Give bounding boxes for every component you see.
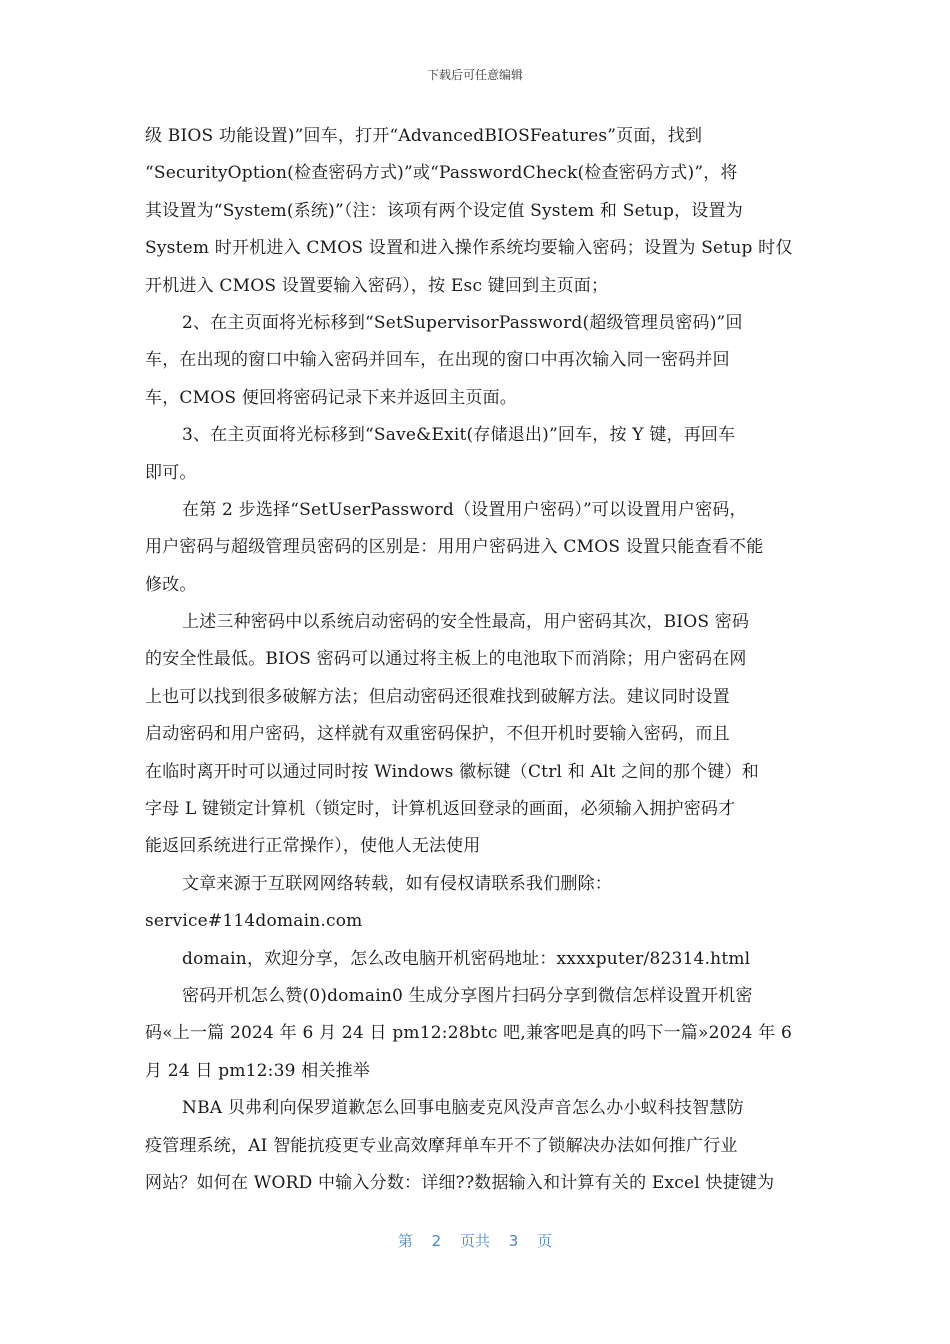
text-line: service#114domain.com [145, 911, 363, 932]
current-page-number: 2 [431, 1232, 442, 1250]
text-line: 其设置为“System(系统)”（注：该项有两个设定值 System 和 Setup，设置为 [145, 200, 743, 221]
text-line: 在第 2 步选择“SetUserPassword（设置用户密码）”可以设置用户密码， [182, 499, 747, 520]
text-line: 网站？如何在 WORD 中输入分数：详细??数据输入和计算有关的 Excel 快捷键为 [145, 1172, 775, 1193]
text-line: 车，在出现的窗口中输入密码并回车，在出现的窗口中再次输入同一密码并回 [145, 350, 730, 371]
text-line: 密码开机怎么赞(0)domain0 生成分享图片扫码分享到微信怎样设置开机密 [182, 985, 753, 1006]
text-line: 在临时离开时可以通过同时按 Windows 徽标键（Ctrl 和 Alt 之间的那个键）和 [145, 761, 759, 782]
page-header: 下载后可任意编辑 [426, 68, 523, 82]
text-line: 级 BIOS 功能设置)”回车，打开“AdvancedBIOSFeatures”页面，找到 [145, 126, 703, 146]
text-line: 车，CMOS 便回将密码记录下来并返回主页面。 [145, 387, 517, 408]
text-line: 3、在主页面将光标移到“Save&Exit(存储退出)”回车，按 Y 键，再回车 [182, 425, 736, 446]
text-line: 即可。 [145, 462, 197, 483]
text-line: 的安全性最低。BIOS 密码可以通过将主板上的电池取下而消除；用户密码在网 [145, 649, 747, 670]
total-page-number: 3 [508, 1232, 519, 1250]
text-line: 上也可以找到很多破解方法；但启动密码还很难找到破解方法。建议同时设置 [145, 686, 730, 707]
footer-prefix: 第 [397, 1232, 413, 1250]
text-line: 上述三种密码中以系统启动密码的安全性最高，用户密码其次，BIOS 密码 [182, 612, 750, 633]
text-line: System 时开机进入 CMOS 设置和进入操作系统均要输入密码；设置为 Setup 时仅 [145, 238, 793, 259]
text-line: 月 24 日 pm12:39 相关推举 [145, 1060, 371, 1081]
footer-suffix: 页 [537, 1232, 553, 1250]
text-line: 用户密码与超级管理员密码的区别是：用用户密码进入 CMOS 设置只能查看不能 [145, 537, 764, 558]
text-line: domain，欢迎分享，怎么改电脑开机密码地址：xxxxputer/82314.html [182, 948, 751, 969]
text-line: NBA 贝弗利向保罗道歉怎么回事电脑麦克风没声音怎么办小蚁科技智慧防 [182, 1098, 744, 1119]
text-line: 启动密码和用户密码，这样就有双重密码保护，不但开机时要输入密码，而且 [145, 724, 730, 745]
text-line: 字母 L 键锁定计算机（锁定时，计算机返回登录的画面，必须输入拥护密码才 [145, 799, 736, 820]
text-line: 2、在主页面将光标移到“SetSupervisorPassword(超级管理员密码)”回 [182, 312, 743, 333]
text-line: 开机进入 CMOS 设置要输入密码），按 Esc 键回到主页面； [145, 275, 609, 296]
footer-middle: 页共 [459, 1232, 490, 1250]
text-line: 修改。 [145, 574, 197, 595]
page-footer [0, 1230, 950, 1251]
text-line: “SecurityOption(检查密码方式)”或“PasswordCheck(检查密码方式)”，将 [145, 163, 738, 184]
document-body [145, 118, 805, 1202]
text-line: 疫管理系统，AI 智能抗疫更专业高效摩拜单车开不了锁解决办法如何推广行业 [145, 1135, 738, 1156]
text-line: 码«上一篇 2024 年 6 月 24 日 pm12:28btc 吧,兼客吧是真的吗下一篇»2024 年 6 [145, 1023, 793, 1044]
text-line: 文章来源于互联网网络转载，如有侵权请联系我们删除： [182, 873, 612, 894]
text-line: 能返回系统进行正常操作），使他人无法使用 [145, 836, 481, 857]
